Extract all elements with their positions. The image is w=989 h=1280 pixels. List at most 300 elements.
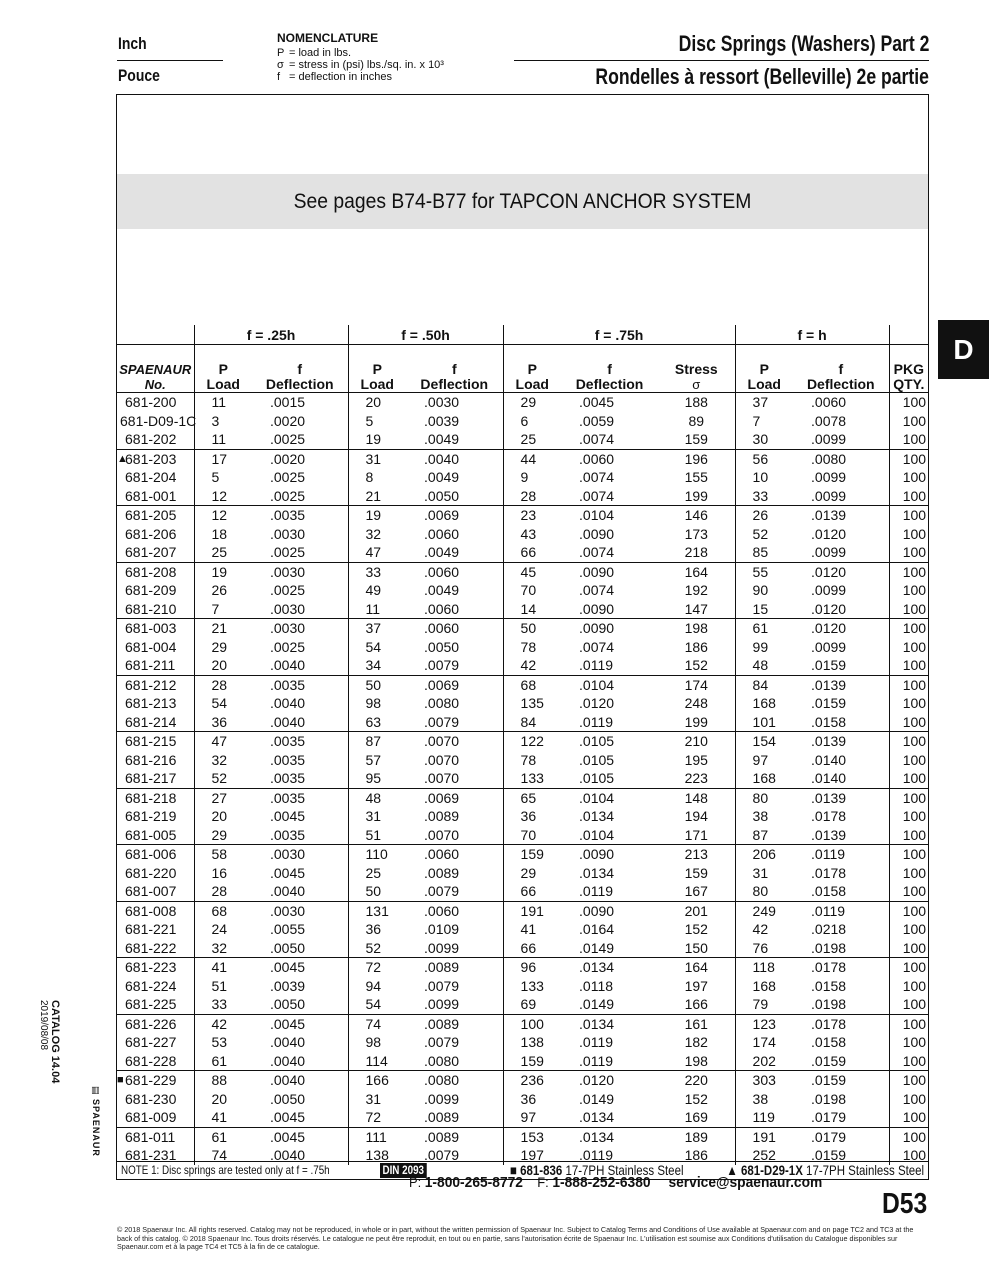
table-cell: .0139 — [793, 788, 889, 807]
table-cell: 68 — [503, 675, 561, 694]
col-load: P Load — [194, 345, 252, 393]
table-row — [117, 600, 928, 619]
table-cell: 68 — [194, 901, 252, 920]
table-row — [117, 506, 928, 525]
table-cell: 51 — [194, 977, 252, 996]
table-cell: .0090 — [561, 901, 658, 920]
table-cell: 99 — [735, 638, 793, 657]
table-cell: 206 — [735, 845, 793, 864]
table-cell: .0159 — [811, 695, 847, 712]
part-number-cell: 681-007 — [125, 883, 177, 900]
table-cell: 32 — [348, 525, 406, 544]
table-cell: 97 — [503, 1108, 561, 1127]
table-cell: 100 — [889, 1052, 928, 1071]
table-cell: .0099 — [424, 1090, 460, 1107]
table-cell: 131 — [348, 901, 406, 920]
group-header-blank — [117, 325, 194, 345]
table-row — [117, 393, 928, 412]
table-cell: 303 — [735, 1071, 793, 1090]
table-cell: .0045 — [252, 958, 348, 977]
table-cell: 100 — [889, 958, 928, 977]
table-cell: .0140 — [811, 770, 847, 787]
table-cell: 152 — [684, 1090, 708, 1107]
table-cell: .0158 — [811, 1034, 847, 1051]
nomenclature-item: P = load in lbs. — [277, 47, 352, 59]
table-cell: 89 — [688, 412, 705, 429]
table-cell: 90 — [735, 581, 793, 600]
table-cell: 52 — [348, 939, 406, 958]
table-cell: .0050 — [424, 487, 460, 504]
table-cell: 182 — [684, 1034, 708, 1051]
table-cell: .0070 — [424, 826, 460, 843]
table-cell: 31 — [735, 864, 793, 883]
table-cell: .0139 — [793, 732, 889, 751]
table-cell: 16 — [194, 864, 252, 883]
table-row — [117, 1090, 928, 1109]
table-cell: 186 — [684, 638, 708, 655]
table-body — [117, 393, 928, 1165]
table-cell: .0040 — [270, 1052, 306, 1069]
table-cell: 58 — [194, 845, 252, 864]
part-number-cell: 681-230 — [125, 1090, 177, 1107]
table-cell: 44 — [503, 449, 561, 468]
table-cell: 11 — [348, 600, 406, 619]
col-part-no: SPAENAUR No. — [117, 345, 194, 393]
triangle-footnote: ▲ 681-D29-1X 17-7PH Stainless Steel — [726, 1162, 924, 1178]
table-cell: 100 — [889, 562, 928, 581]
table-cell: 69 — [503, 995, 561, 1014]
table-cell: 25 — [503, 430, 561, 449]
table-cell: .0105 — [579, 770, 615, 787]
table-cell: .0050 — [424, 638, 460, 655]
table-cell: 100 — [889, 864, 928, 883]
table-cell: 174 — [658, 675, 735, 694]
table-row — [117, 656, 928, 675]
table-row — [117, 1071, 928, 1090]
table-cell: 249 — [735, 901, 793, 920]
col-load: P Load — [348, 345, 406, 393]
table-cell: 41 — [194, 1108, 252, 1127]
part-number-cell: 681-222 — [125, 939, 177, 956]
table-cell: .0149 — [579, 1090, 615, 1107]
table-cell: 100 — [889, 920, 928, 939]
table-cell: .0119 — [579, 657, 614, 674]
table-row — [117, 487, 928, 506]
table-cell: .0040 — [270, 657, 306, 674]
table-cell: 100 — [889, 732, 928, 751]
square-footnote: ■ 681-836 17-7PH Stainless Steel — [510, 1162, 684, 1178]
table-cell: .0060 — [406, 845, 503, 864]
table-cell: 100 — [889, 675, 928, 694]
table-cell: 54 — [348, 638, 406, 657]
part-number-cell: ■ 681-229 — [117, 1071, 194, 1090]
table-cell: .0104 — [561, 675, 658, 694]
table-cell: 51 — [348, 826, 406, 845]
table-cell: 100 — [889, 581, 928, 600]
table-cell: 196 — [658, 449, 735, 468]
table-cell: .0035 — [270, 826, 306, 843]
part-number-cell: 681-206 — [125, 525, 177, 542]
table-row — [117, 807, 928, 826]
table-cell: 20 — [194, 656, 252, 675]
table-cell: 28 — [503, 487, 561, 506]
unit-label-en: Inch — [118, 34, 147, 53]
table-cell: 218 — [684, 544, 708, 561]
table-cell: 8 — [348, 468, 406, 487]
table-row — [117, 751, 928, 770]
table-cell: 223 — [684, 770, 708, 787]
table-cell: 50 — [503, 619, 561, 638]
table-cell: 12 — [194, 506, 252, 525]
table-cell: 38 — [735, 1090, 793, 1109]
table-cell: 100 — [889, 1127, 928, 1146]
table-cell: 100 — [889, 1090, 928, 1109]
table-cell: 110 — [348, 845, 406, 864]
table-cell: 100 — [889, 1071, 928, 1090]
table-cell: .0030 — [270, 525, 306, 542]
table-row — [117, 694, 928, 713]
table-cell: .0035 — [252, 732, 348, 751]
table-cell: .0035 — [252, 506, 348, 525]
table-cell: .0120 — [793, 619, 889, 638]
table-cell: 88 — [194, 1071, 252, 1090]
table-cell: .0178 — [811, 808, 847, 825]
part-number-cell: 681-006 — [117, 845, 194, 864]
table-cell: 87 — [735, 826, 793, 845]
table-cell: 26 — [735, 506, 793, 525]
table-cell: 100 — [503, 1014, 561, 1033]
table-cell: 248 — [684, 695, 708, 712]
table-cell: 192 — [684, 582, 708, 599]
table-row — [117, 468, 928, 487]
table-cell: .0035 — [252, 675, 348, 694]
table-cell: 19 — [194, 562, 252, 581]
part-number-cell: 681-213 — [125, 695, 177, 712]
table-cell: .0179 — [811, 1109, 847, 1126]
table-cell: 7 — [194, 600, 252, 619]
fax-number: 1-888-252-6380 — [552, 1174, 651, 1191]
group-header-blank — [889, 325, 928, 345]
col-pkg-qty: PKG QTY. — [889, 345, 928, 393]
table-cell: .0099 — [811, 544, 847, 561]
table-cell: 100 — [889, 1033, 928, 1052]
group-header-h: f = h — [735, 325, 889, 345]
table-cell: .0079 — [424, 1147, 460, 1164]
table-cell: 26 — [194, 581, 252, 600]
table-cell: 111 — [348, 1127, 406, 1146]
table-cell: .0134 — [561, 1127, 658, 1146]
unit-label-fr: Pouce — [118, 66, 160, 85]
col-stress: Stress σ — [658, 345, 735, 393]
table-cell: 100 — [889, 845, 928, 864]
table-cell: .0070 — [406, 732, 503, 751]
table-cell: 100 — [889, 525, 928, 544]
table-cell: .0178 — [793, 958, 889, 977]
table-cell: .0120 — [811, 525, 847, 542]
table-cell: 78 — [503, 751, 561, 770]
phone-number[interactable]: 1-800-265-8772 — [424, 1174, 523, 1191]
table-cell: .0078 — [811, 412, 847, 429]
part-number-cell: 681-202 — [125, 431, 177, 448]
table-cell: 135 — [503, 694, 561, 713]
table-cell: .0090 — [561, 619, 658, 638]
table-cell: 50 — [348, 882, 406, 901]
table-cell: .0139 — [811, 826, 847, 843]
table-cell: .0030 — [252, 562, 348, 581]
table-cell: 45 — [503, 562, 561, 581]
part-number-cell: 681-207 — [125, 544, 177, 561]
table-cell: .0134 — [579, 1109, 615, 1126]
table-cell: .0090 — [579, 525, 615, 542]
table-cell: 20 — [194, 1090, 252, 1109]
table-cell: .0030 — [270, 600, 306, 617]
part-number-cell: 681-208 — [117, 562, 194, 581]
table-cell: .0035 — [270, 751, 306, 768]
part-number-cell: 681-231 — [125, 1147, 177, 1164]
table-row — [117, 1014, 928, 1033]
table-cell: 33 — [735, 487, 793, 506]
table-cell: 47 — [194, 732, 252, 751]
table-cell: 70 — [503, 581, 561, 600]
table-cell: .0025 — [270, 431, 306, 448]
table-row — [117, 882, 928, 901]
table-cell: .0159 — [793, 1071, 889, 1090]
table-row — [117, 769, 928, 788]
part-number-cell: 681-226 — [117, 1014, 194, 1033]
table-cell: 12 — [194, 487, 252, 506]
table-cell: .0045 — [270, 1109, 306, 1126]
nomenclature-title: NOMENCLATURE — [277, 31, 379, 45]
table-cell: .0020 — [252, 449, 348, 468]
table-cell: 153 — [503, 1127, 561, 1146]
table-cell: 32 — [194, 939, 252, 958]
table-cell: 72 — [348, 1108, 406, 1127]
table-cell: 20 — [194, 807, 252, 826]
table-cell: 119 — [735, 1108, 793, 1127]
table-cell: .0039 — [270, 977, 306, 994]
table-cell: 18 — [194, 525, 252, 544]
table-cell: .0039 — [424, 412, 460, 429]
table-cell: 5 — [348, 412, 406, 431]
table-cell: 100 — [889, 882, 928, 901]
table-cell: 100 — [889, 412, 928, 431]
table-cell: .0040 — [406, 449, 503, 468]
table-cell: 159 — [503, 845, 561, 864]
table-cell: .0134 — [561, 958, 658, 977]
table-cell: .0119 — [579, 713, 614, 730]
table-cell: 36 — [194, 713, 252, 732]
table-cell: 100 — [889, 638, 928, 657]
table-cell: .0030 — [252, 619, 348, 638]
disc-spring-table — [117, 325, 928, 1165]
table-cell: 100 — [889, 939, 928, 958]
table-cell: 11 — [194, 393, 252, 412]
group-header-75: f = .75h — [503, 325, 735, 345]
table-cell: 6 — [503, 412, 561, 431]
table-cell: 28 — [194, 675, 252, 694]
col-load: P Load — [503, 345, 561, 393]
part-number-cell: 681-209 — [125, 582, 177, 599]
table-cell: 169 — [684, 1109, 708, 1126]
table-cell: 47 — [348, 543, 406, 562]
table-cell: .0060 — [424, 525, 460, 542]
table-cell: .0040 — [270, 1034, 306, 1051]
table-cell: 48 — [348, 788, 406, 807]
table-cell: .0120 — [811, 600, 847, 617]
table-cell: .0080 — [424, 695, 460, 712]
table-row — [117, 901, 928, 920]
table-cell: 52 — [194, 769, 252, 788]
table-cell: 37 — [348, 619, 406, 638]
table-cell: 43 — [503, 525, 561, 544]
table-cell: .0035 — [270, 770, 306, 787]
table-cell: 154 — [735, 732, 793, 751]
table-cell: .0119 — [579, 1147, 614, 1164]
table-cell: .0045 — [252, 1014, 348, 1033]
table-row — [117, 977, 928, 996]
table-cell: .0015 — [252, 393, 348, 412]
table-cell: .0134 — [579, 864, 615, 881]
table-cell: .0079 — [424, 883, 460, 900]
table-cell: .0178 — [811, 864, 847, 881]
table-cell: .0140 — [811, 751, 847, 768]
table-cell: .0074 — [579, 544, 615, 561]
table-cell: .0099 — [811, 638, 847, 655]
table-cell: .0079 — [424, 657, 460, 674]
table-cell: 31 — [348, 1090, 406, 1109]
table-cell: 50 — [348, 675, 406, 694]
table-row — [117, 864, 928, 883]
table-cell: 100 — [889, 826, 928, 845]
table-cell: 80 — [735, 882, 793, 901]
table-cell: .0159 — [811, 657, 847, 674]
table-cell: 152 — [684, 657, 708, 674]
table-cell: 3 — [194, 412, 252, 431]
table-cell: 191 — [735, 1127, 793, 1146]
part-number-cell: 681-215 — [117, 732, 194, 751]
table-cell: .0030 — [252, 901, 348, 920]
part-number-cell: 681-211 — [125, 657, 176, 674]
triangle-marker-icon: ▲ — [117, 452, 128, 465]
table-cell: 34 — [348, 656, 406, 675]
table-cell: .0040 — [270, 695, 306, 712]
table-row — [117, 788, 928, 807]
table-cell: .0158 — [811, 883, 847, 900]
table-row — [117, 995, 928, 1014]
table-cell: 100 — [889, 487, 928, 506]
table-cell: .0050 — [270, 939, 306, 956]
table-cell: 49 — [348, 581, 406, 600]
table-cell: 54 — [348, 995, 406, 1014]
table-cell: 150 — [684, 939, 708, 956]
part-number-cell: 681-212 — [117, 675, 194, 694]
table-cell: .0079 — [424, 977, 460, 994]
table-cell: .0070 — [424, 751, 460, 768]
table-row — [117, 732, 928, 751]
table-cell: 168 — [735, 694, 793, 713]
table-cell: .0060 — [406, 901, 503, 920]
table-cell: 19 — [348, 430, 406, 449]
table-cell: 7 — [735, 412, 793, 431]
table-cell: 100 — [889, 656, 928, 675]
table-cell: .0025 — [270, 487, 306, 504]
col-deflection: f Deflection — [406, 345, 503, 393]
part-number-cell: 681-221 — [125, 921, 177, 938]
table-cell: .0099 — [811, 487, 847, 504]
table-cell: 213 — [658, 845, 735, 864]
table-cell: 21 — [194, 619, 252, 638]
table-cell: 66 — [503, 882, 561, 901]
table-row — [117, 543, 928, 562]
contact-line: P: 1-800-265-8772 F: 1-888-252-6380 service@spaenaur.com — [409, 1174, 823, 1191]
table-cell: 54 — [194, 694, 252, 713]
table-cell: .0025 — [270, 638, 306, 655]
table-cell: 41 — [503, 920, 561, 939]
legal-notice: © 2018 Spaenaur Inc. All rights reserved. Catalog may not be reproduced, in whole or in part, without the written permission of Spaenaur Inc. Subject to Catalog Terms and Conditions of Use available at Spaenaur.com and on page TC2 and TC3 at the back of this catalog. © 2018 Spaenaur Inc. Tous droits réservés. Le catalogue ne peut être reproduit, en tout ou en partie, sans l'autorisation écrite de Spaenaur Inc. L'utilisation est soumise aux Conditions d'utilisation du Catalogue disponibles sur Spaenaur.com et à la page TC4 et TC5 à la fin de ce catalogue. — [117, 1225, 914, 1252]
table-cell: 61 — [194, 1127, 252, 1146]
table-cell: 210 — [658, 732, 735, 751]
part-number-cell: 681-210 — [125, 600, 177, 617]
table-cell: .0089 — [424, 808, 460, 825]
table-row — [117, 430, 928, 449]
email-link[interactable]: service@spaenaur.com — [668, 1174, 823, 1191]
col-deflection: f Deflection — [252, 345, 348, 393]
table-cell: 42 — [503, 656, 561, 675]
table-cell: 236 — [503, 1071, 561, 1090]
table-cell: .0164 — [579, 921, 615, 938]
table-cell: 30 — [735, 430, 793, 449]
section-tab[interactable]: D — [938, 320, 989, 379]
table-cell: .0090 — [561, 562, 658, 581]
table-cell: .0149 — [579, 939, 615, 956]
table-row — [117, 1052, 928, 1071]
table-cell: .0049 — [424, 431, 460, 448]
table-cell: 100 — [889, 751, 928, 770]
part-number-cell: 681-228 — [125, 1052, 177, 1069]
table-cell: 100 — [889, 449, 928, 468]
part-number-cell: 681-216 — [125, 751, 177, 768]
col-deflection: f Deflection — [561, 345, 658, 393]
table-cell: 24 — [194, 920, 252, 939]
table-cell: 98 — [348, 1033, 406, 1052]
table-cell: 147 — [684, 600, 708, 617]
table-cell: 123 — [735, 1014, 793, 1033]
table-row — [117, 1033, 928, 1052]
table-cell: .0045 — [270, 864, 306, 881]
table-cell: 31 — [348, 449, 406, 468]
table-cell: .0099 — [811, 469, 847, 486]
page-title-fr: Rondelles à ressort (Belleville) 2e partie — [595, 64, 929, 89]
table-cell: 171 — [684, 826, 708, 843]
banner-text: See pages B74-B77 for TAPCON ANCHOR SYSTEM — [293, 190, 752, 213]
table-cell: .0218 — [811, 921, 847, 938]
din-badge: DIN 2093 — [380, 1163, 426, 1178]
table-row — [117, 920, 928, 939]
table-row — [117, 826, 928, 845]
table-cell: 38 — [735, 807, 793, 826]
table-cell: 100 — [889, 995, 928, 1014]
table-cell: 100 — [889, 468, 928, 487]
table-row — [117, 562, 928, 581]
table-cell: .0049 — [424, 469, 460, 486]
part-number-cell: 681-009 — [125, 1109, 177, 1126]
table-cell: .0159 — [811, 1052, 847, 1069]
table-cell: 100 — [889, 506, 928, 525]
table-cell: .0074 — [579, 487, 615, 504]
table-row — [117, 958, 928, 977]
table-cell: 133 — [503, 769, 561, 788]
table-cell: 29 — [503, 864, 561, 883]
